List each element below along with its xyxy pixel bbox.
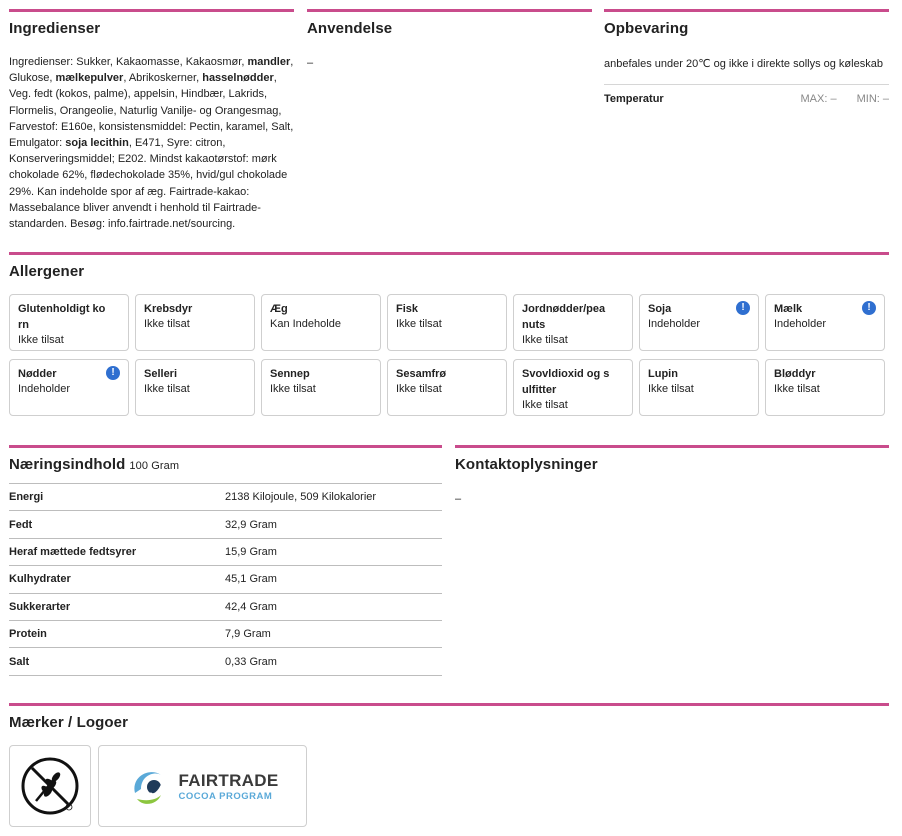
storage-section — [604, 9, 889, 105]
ingredient-text-segment: Ingredienser: Sukker, Kakaomasse, Kakaosmør, — [9, 56, 248, 68]
nutrition-value: 7,9 Gram — [225, 628, 271, 641]
info-exclamation-icon: ! — [106, 366, 120, 380]
ingredient-text-segment: , Abrikoskerner, — [123, 72, 203, 85]
allergen-card — [9, 294, 129, 351]
allergens-title: Allergener — [9, 263, 85, 280]
allergen-card — [261, 294, 381, 351]
info-exclamation-icon: ! — [736, 301, 750, 315]
nutrition-label: Salt — [9, 655, 30, 668]
ingredient-allergen-highlight: hasselnødder — [202, 72, 274, 85]
allergen-status: Ikke tilsat — [396, 383, 442, 395]
nutrition-value: 0,33 Gram — [225, 655, 277, 668]
ingredients-section — [9, 9, 294, 232]
nutrition-value: 45,1 Gram — [225, 573, 277, 586]
gluten-free-icon — [19, 755, 81, 817]
allergen-card — [513, 294, 633, 351]
usage-value: – — [307, 57, 314, 69]
nutrition-value: 42,4 Gram — [225, 600, 277, 613]
ingredients-title: Ingredienser — [9, 20, 101, 37]
allergen-name: Nødder — [18, 368, 57, 380]
allergen-card — [9, 359, 129, 416]
allergen-name: Krebsdyr — [144, 303, 193, 315]
allergen-name: Jordnødder/peanuts — [522, 303, 606, 331]
allergen-status: Ikke tilsat — [774, 383, 820, 395]
allergen-card — [639, 359, 759, 416]
ingredients-text — [9, 54, 294, 232]
fairtrade-logo-subtext: COCOA PROGRAM — [178, 790, 273, 802]
allergen-name: Soja — [648, 303, 672, 315]
allergen-status: Ikke tilsat — [522, 334, 568, 346]
nutrition-label: Heraf mættede fedtsyrer — [9, 545, 137, 558]
allergen-card — [135, 359, 255, 416]
allergen-name: Sennep — [270, 368, 310, 380]
allergen-name: Bløddyr — [774, 368, 816, 380]
allergen-card — [639, 294, 759, 351]
nutrition-section — [9, 445, 442, 676]
usage-title: Anvendelse — [307, 20, 393, 37]
logos-section — [9, 703, 889, 827]
nutrition-title — [9, 456, 442, 473]
fairtrade-logo — [98, 745, 307, 827]
nutrition-row — [9, 511, 442, 538]
usage-section — [307, 9, 592, 69]
allergen-status: Ikke tilsat — [648, 383, 694, 395]
allergen-name: Svovldioxid og sulfitter — [522, 368, 610, 396]
ingredient-allergen-highlight: mælkepulver — [55, 72, 124, 85]
allergen-status: Indeholder — [18, 383, 70, 395]
logo-row — [9, 745, 889, 827]
allergen-card — [135, 294, 255, 351]
allergen-grid — [9, 294, 889, 416]
allergen-card — [513, 359, 633, 416]
nutrition-row — [9, 593, 442, 620]
nutrition-label: Sukkerarter — [9, 600, 71, 613]
allergen-name: Selleri — [144, 368, 178, 380]
nutrition-label: Protein — [9, 628, 47, 641]
storage-text: anbefales under 20℃ og ikke i direkte sollys og køleskab — [604, 58, 883, 70]
nutrition-row — [9, 620, 442, 647]
allergen-status: Kan Indeholde — [270, 318, 341, 330]
temperature-label: Temperatur — [604, 93, 664, 105]
allergen-name: Fisk — [396, 303, 419, 315]
nutrition-row — [9, 484, 442, 511]
allergen-name: Lupin — [648, 368, 678, 380]
ingredient-allergen-highlight: mandler — [247, 56, 291, 68]
logos-title: Mærker / Logoer — [9, 714, 129, 731]
nutrition-row — [9, 648, 442, 675]
allergen-status: Ikke tilsat — [396, 318, 442, 330]
nutrition-unit: 100 Gram — [129, 460, 180, 472]
allergen-card — [765, 294, 885, 351]
allergen-name: Sesamfrø — [396, 368, 447, 380]
info-exclamation-icon: ! — [862, 301, 876, 315]
allergen-status: Ikke tilsat — [270, 383, 316, 395]
storage-title: Opbevaring — [604, 20, 689, 37]
allergen-name: Æg — [270, 303, 288, 315]
temperature-min: MIN: – — [856, 93, 889, 105]
nutrition-value: 32,9 Gram — [225, 518, 277, 531]
nutrition-row — [9, 538, 442, 565]
nutrition-label: Energi — [9, 491, 44, 504]
nutrition-row — [9, 566, 442, 593]
ingredient-text-segment: , E471, Syre: citron, Konserveringsmiddel; E202. Mindst kakaotørstof: mørk chokolade 62%, flødechokolade 35%, hvid/gul chokolade 29%. Kan indeholde spor af æg. Fairtrade-kakao: Massebalance bliver anvendt i henhold til Fairtrade-standarden. Besøg: info.fairtrade.net/sourcing. — [9, 137, 288, 231]
allergen-status: Indeholder — [774, 318, 826, 330]
allergens-section — [9, 252, 889, 416]
allergen-card — [765, 359, 885, 416]
nutrition-value: 15,9 Gram — [225, 545, 277, 558]
nutrition-label: Kulhydrater — [9, 573, 71, 586]
nutrition-label: Fedt — [9, 518, 33, 531]
allergen-name: Glutenholdigt korn — [18, 303, 106, 331]
allergen-card — [387, 294, 507, 351]
allergen-status: Ikke tilsat — [144, 318, 190, 330]
allergen-status: Ikke tilsat — [522, 399, 568, 411]
allergen-card — [261, 359, 381, 416]
ingredient-text-segment: , Veg. fedt (kokos, palme), appelsin, Hindbær, Lakrids, Flormelis, Orangeolie, Naturlig Vanilje- og Orangesmag, Farvestof: E160e, konsistensmiddel: Pectin, karamel, Salt, Emulgator: — [9, 72, 294, 150]
nutrition-title-text: Næringsindhold — [9, 456, 126, 473]
nutrition-table — [9, 483, 442, 676]
allergen-status: Ikke tilsat — [18, 334, 64, 346]
fairtrade-logo-text: FAIRTRADE — [178, 770, 279, 790]
gluten-free-logo — [9, 745, 91, 827]
contact-value: – — [455, 493, 462, 505]
fairtrade-mark-icon — [127, 763, 173, 809]
allergen-status: Indeholder — [648, 318, 700, 330]
allergen-card — [387, 359, 507, 416]
allergen-status: Ikke tilsat — [144, 383, 190, 395]
allergen-name: Mælk — [774, 303, 803, 315]
ingredient-text-segment: , Glukose, — [9, 56, 294, 85]
contact-section — [455, 445, 889, 505]
ingredient-allergen-highlight: soja lecithin — [65, 137, 129, 150]
nutrition-value: 2138 Kilojoule, 509 Kilokalorier — [225, 491, 377, 504]
temperature-row — [604, 84, 889, 105]
contact-title: Kontaktoplysninger — [455, 456, 598, 473]
temperature-max: MAX: – — [800, 93, 837, 105]
